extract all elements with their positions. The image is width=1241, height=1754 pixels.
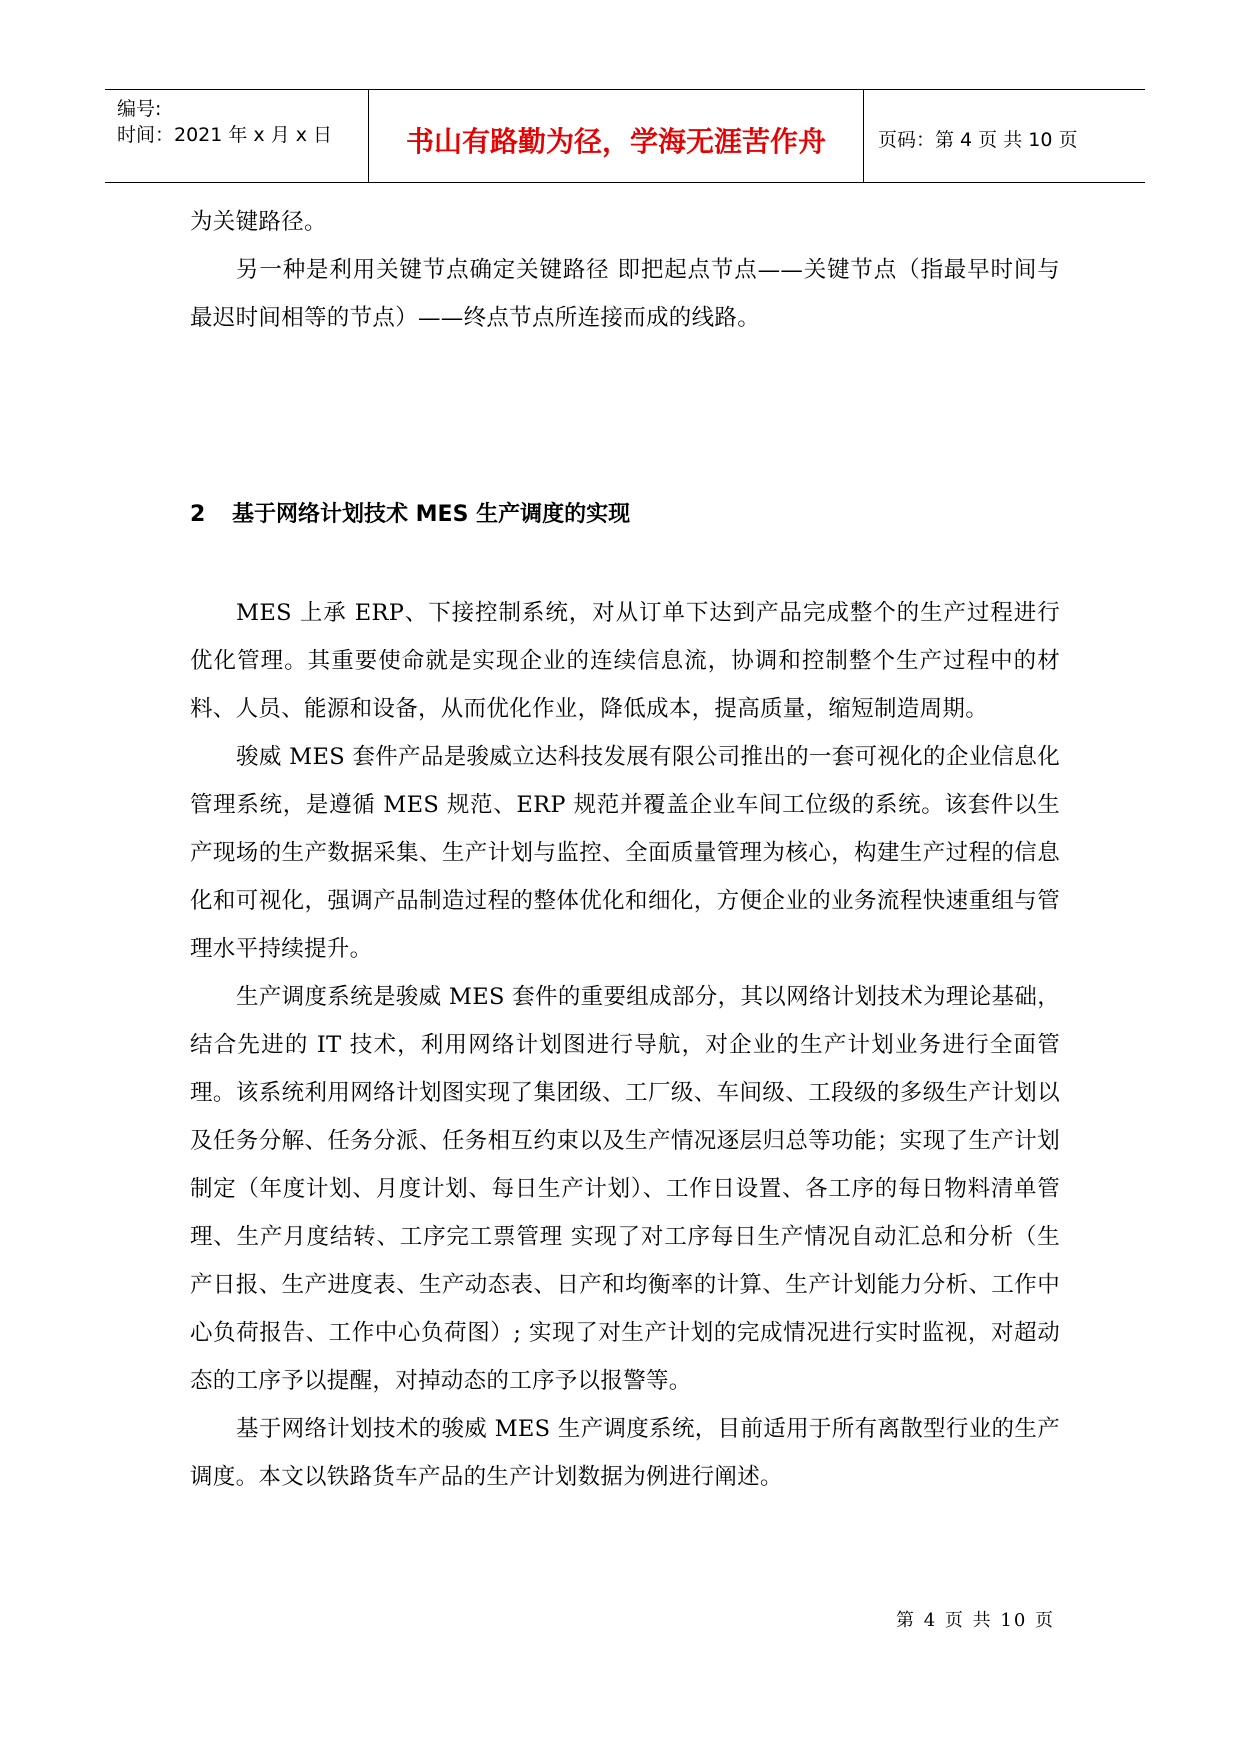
section-title: 基于网络计划技术 MES 生产调度的实现 [232,502,631,527]
header-motto-cell [369,90,864,182]
section-heading [190,497,630,528]
page-header [105,89,1145,183]
header-motto: 书山有路勤为径，学海无涯苦作舟 [405,125,826,158]
document-time-label: 时间：2021 年 x 月 x 日 [117,124,333,146]
intro-block [190,198,1060,342]
section-number: 2 [190,502,206,527]
body-paragraph: 基于网络计划技术的骏威 MES 生产调度系统，目前适用于所有离散型行业的生产调度。本文以铁路货车产品的生产计划数据为例进行阐述。 [190,1416,1060,1490]
header-meta-cell [105,90,369,182]
section-body [190,589,1060,1501]
page-footer-number: 第 4 页 共 10 页 [896,1610,1055,1631]
header-page-info: 页码：第 4 页 共 10 页 [878,129,1078,151]
body-paragraph: 骏威 MES 套件产品是骏威立达科技发展有限公司推出的一套可视化的企业信息化管理系统，是遵循 MES 规范、ERP 规范并覆盖企业车间工位级的系统。该套件以生产现场的生产数据采集、生产计划与监控、全面质量管理为核心，构建生产过程的信息化和可视化，强调产品制造过程的整体优化和细化，方便企业的业务流程快速重组与管理水平持续提升。 [190,744,1060,962]
body-paragraph: 生产调度系统是骏威 MES 套件的重要组成部分，其以网络计划技术为理论基础，结合先进的 IT 技术，利用网络计划图进行导航，对企业的生产计划业务进行全面管理。该系统利用网络计划图实现了集团级、工厂级、车间级、工段级的多级生产计划以及任务分解、任务分派、任务相互约束以及生产情况逐层归总等功能；实现了生产计划制定（年度计划、月度计划、每日生产计划）、工作日设置、各工序的每日物料清单管理、生产月度结转、工序完工票管理 实现了对工序每日生产情况自动汇总和分析（生产日报、生产进度表、生产动态表、日产和均衡率的计算、生产计划能力分析、工作中心负荷报告、工作中心负荷图）; 实现了对生产计划的完成情况进行实时监视，对超动态的工序予以提醒，对掉动态的工序予以报警等。 [190,984,1060,1394]
alternative-method-paragraph: 另一种是利用关键节点确定关键路径 即把起点节点——关键节点（指最早时间与最迟时间相等的节点）——终点节点所连接而成的线路。 [190,257,1060,331]
intro-tail-paragraph: 为关键路径。 [190,209,327,235]
body-paragraph: MES 上承 ERP、下接控制系统，对从订单下达到产品完成整个的生产过程进行优化管理。其重要使命就是实现企业的连续信息流，协调和控制整个生产过程中的材料、人员、能源和设备，从而优化作业，降低成本，提高质量，缩短制造周期。 [190,600,1060,722]
header-page-cell [864,90,1145,182]
document-number-label: 编号: [117,98,162,120]
